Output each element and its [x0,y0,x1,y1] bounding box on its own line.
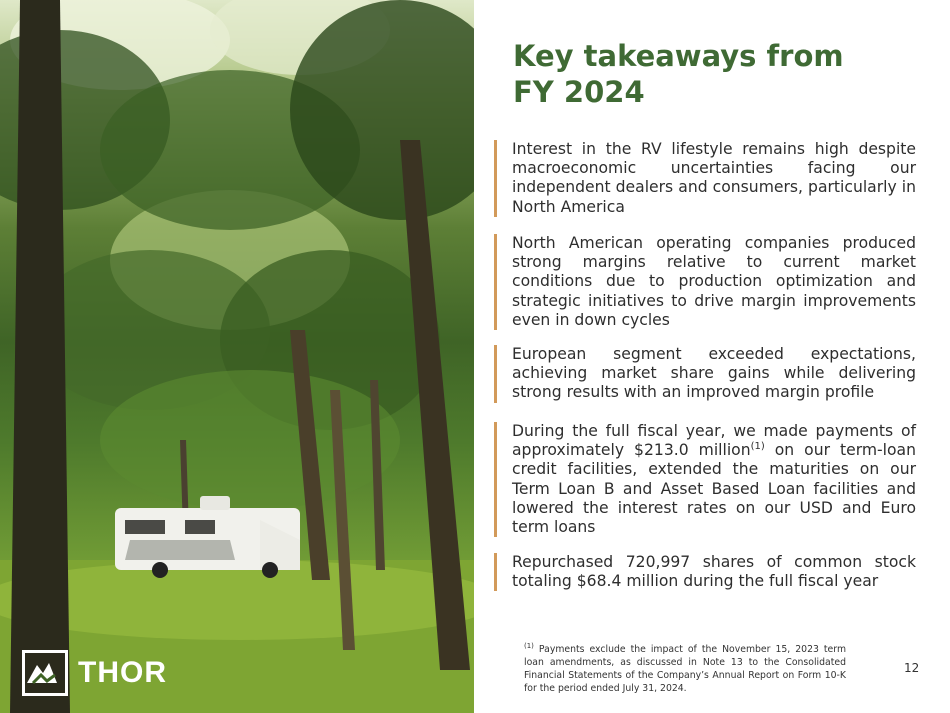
title-line-1: Key takeaways from [513,39,844,73]
title-line-2: FY 2024 [513,75,645,109]
takeaway-item [494,553,916,591]
takeaway-text: North American operating companies produced strong margins relative to current market conditions due to production optimization and strategic initiatives to drive margin improvements even in down cycles [512,234,916,329]
footnote-number: (1) [524,641,534,650]
content-panel [474,0,950,713]
thor-logo [22,650,167,696]
page-title [513,38,933,110]
takeaway-item [494,140,916,217]
takeaway-item [494,422,916,537]
footnote-marker: (1) [750,441,765,453]
footnote-text: Payments exclude the impact of the November 15, 2023 term loan amendments, as discussed in Note 13 to the Consolidated Financial Statements of the Company’s Annual Report on Form 10-K for the period ended July 31, 2024. [524,644,846,694]
takeaway-text-pre: During the full fiscal year, we made payments of approximately $213.0 million [512,422,916,460]
takeaway-item [494,234,916,330]
takeaway-text: Interest in the RV lifestyle remains high despite macroeconomic uncertainties facing our independent dealers and consumers, particularly in North America [512,140,916,216]
takeaway-text-post: on our term-loan credit facilities, extended the maturities on our Term Loan B and Asset Based Loan facilities and lowered the interest rates on our USD and Euro term loans [512,441,916,537]
page-number: 12 [904,661,920,675]
logo-wordmark: THOR [78,656,167,689]
thor-mountain-logo-icon [22,650,68,696]
rv-illustration [115,496,300,578]
forest-scene [0,0,474,713]
takeaway-item [494,345,916,403]
takeaway-text: European segment exceeded expectations, achieving market share gains while delivering strong results with an improved margin profile [512,345,916,402]
footnote [524,643,846,695]
takeaway-text: Repurchased 720,997 shares of common stock totaling $68.4 million during the full fiscal year [512,553,916,591]
forest-rv-photo [0,0,474,713]
